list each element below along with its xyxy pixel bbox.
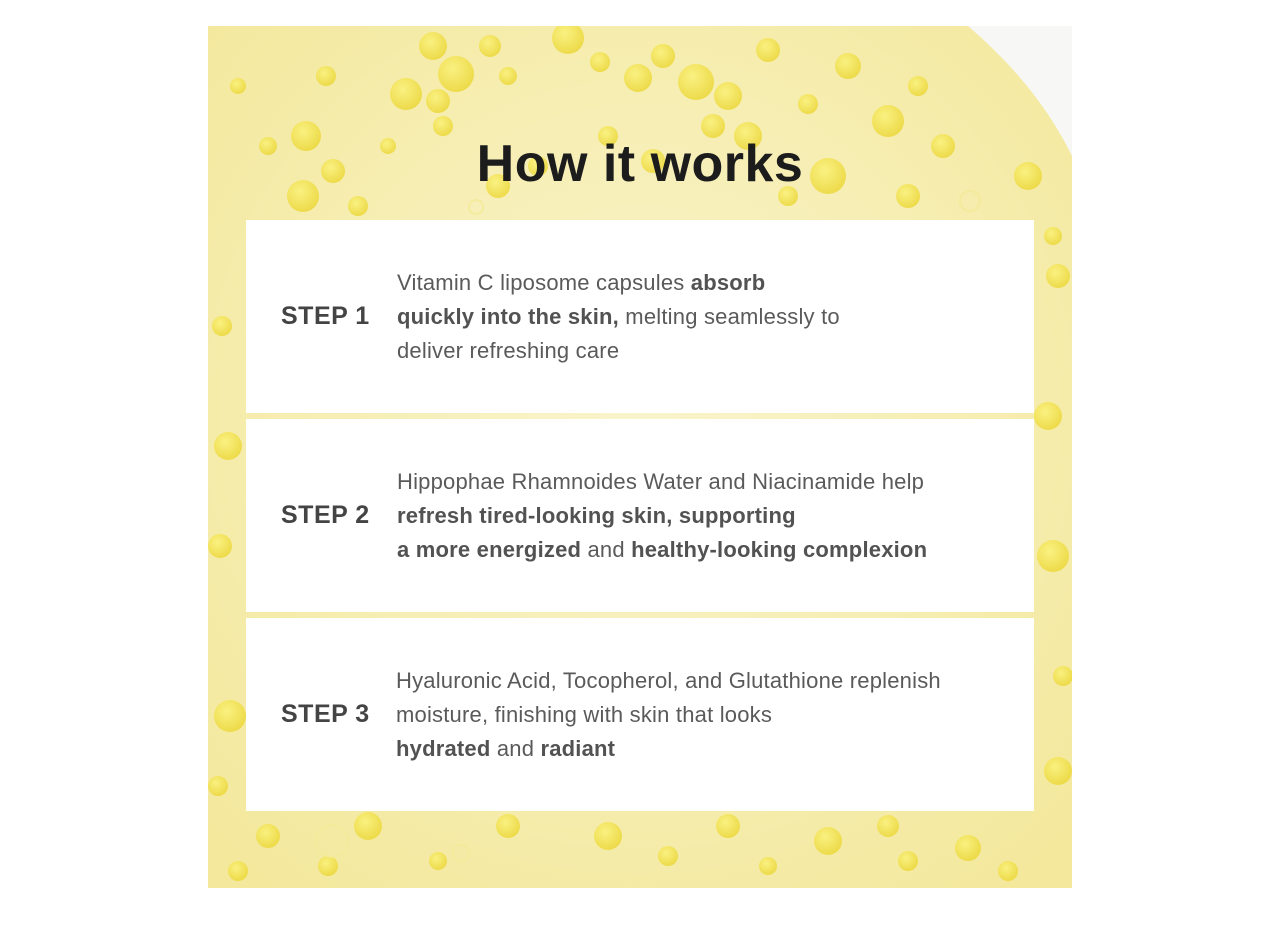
- step-description: [397, 419, 1007, 612]
- step-label: STEP 2: [281, 501, 370, 529]
- description-text: Hyaluronic Acid, Tocopherol, and Glutathione replenish: [396, 667, 941, 693]
- description-line: [397, 266, 1007, 300]
- description-line: [397, 334, 1007, 368]
- step-label: STEP 1: [281, 302, 370, 330]
- description-text: Vitamin C liposome capsules: [397, 269, 691, 295]
- step-card-3: [246, 618, 1034, 811]
- page-title: How it works: [476, 135, 804, 193]
- description-emphasis: hydrated: [396, 735, 491, 761]
- description-text: melting seamlessly to: [619, 303, 840, 329]
- description-text: and: [490, 735, 541, 761]
- description-line: [397, 465, 1007, 499]
- description-line: [397, 533, 1007, 567]
- step-card-2: [246, 419, 1034, 612]
- description-line: [396, 698, 1006, 732]
- description-line: [396, 664, 1006, 698]
- description-emphasis: refresh tired-looking skin, supporting: [397, 502, 796, 528]
- step-card-1: [246, 220, 1034, 413]
- how-it-works-section: [208, 26, 1072, 888]
- description-line: [397, 300, 1007, 334]
- description-text: Hippophae Rhamnoides Water and Niacinamide help: [397, 468, 925, 494]
- description-line: [396, 732, 1006, 766]
- description-text: deliver refreshing care: [397, 337, 620, 363]
- step-description: [396, 618, 1006, 811]
- description-text: and: [581, 536, 632, 562]
- description-line: [397, 499, 1007, 533]
- step-label: STEP 3: [281, 700, 370, 728]
- description-emphasis: quickly into the skin,: [397, 303, 619, 329]
- description-emphasis: absorb: [690, 269, 766, 295]
- description-emphasis: radiant: [540, 735, 616, 761]
- description-emphasis: a more energized: [397, 536, 582, 562]
- description-emphasis: healthy-looking complexion: [631, 536, 928, 562]
- description-text: moisture, finishing with skin that looks: [396, 701, 773, 727]
- step-description: [397, 220, 1007, 413]
